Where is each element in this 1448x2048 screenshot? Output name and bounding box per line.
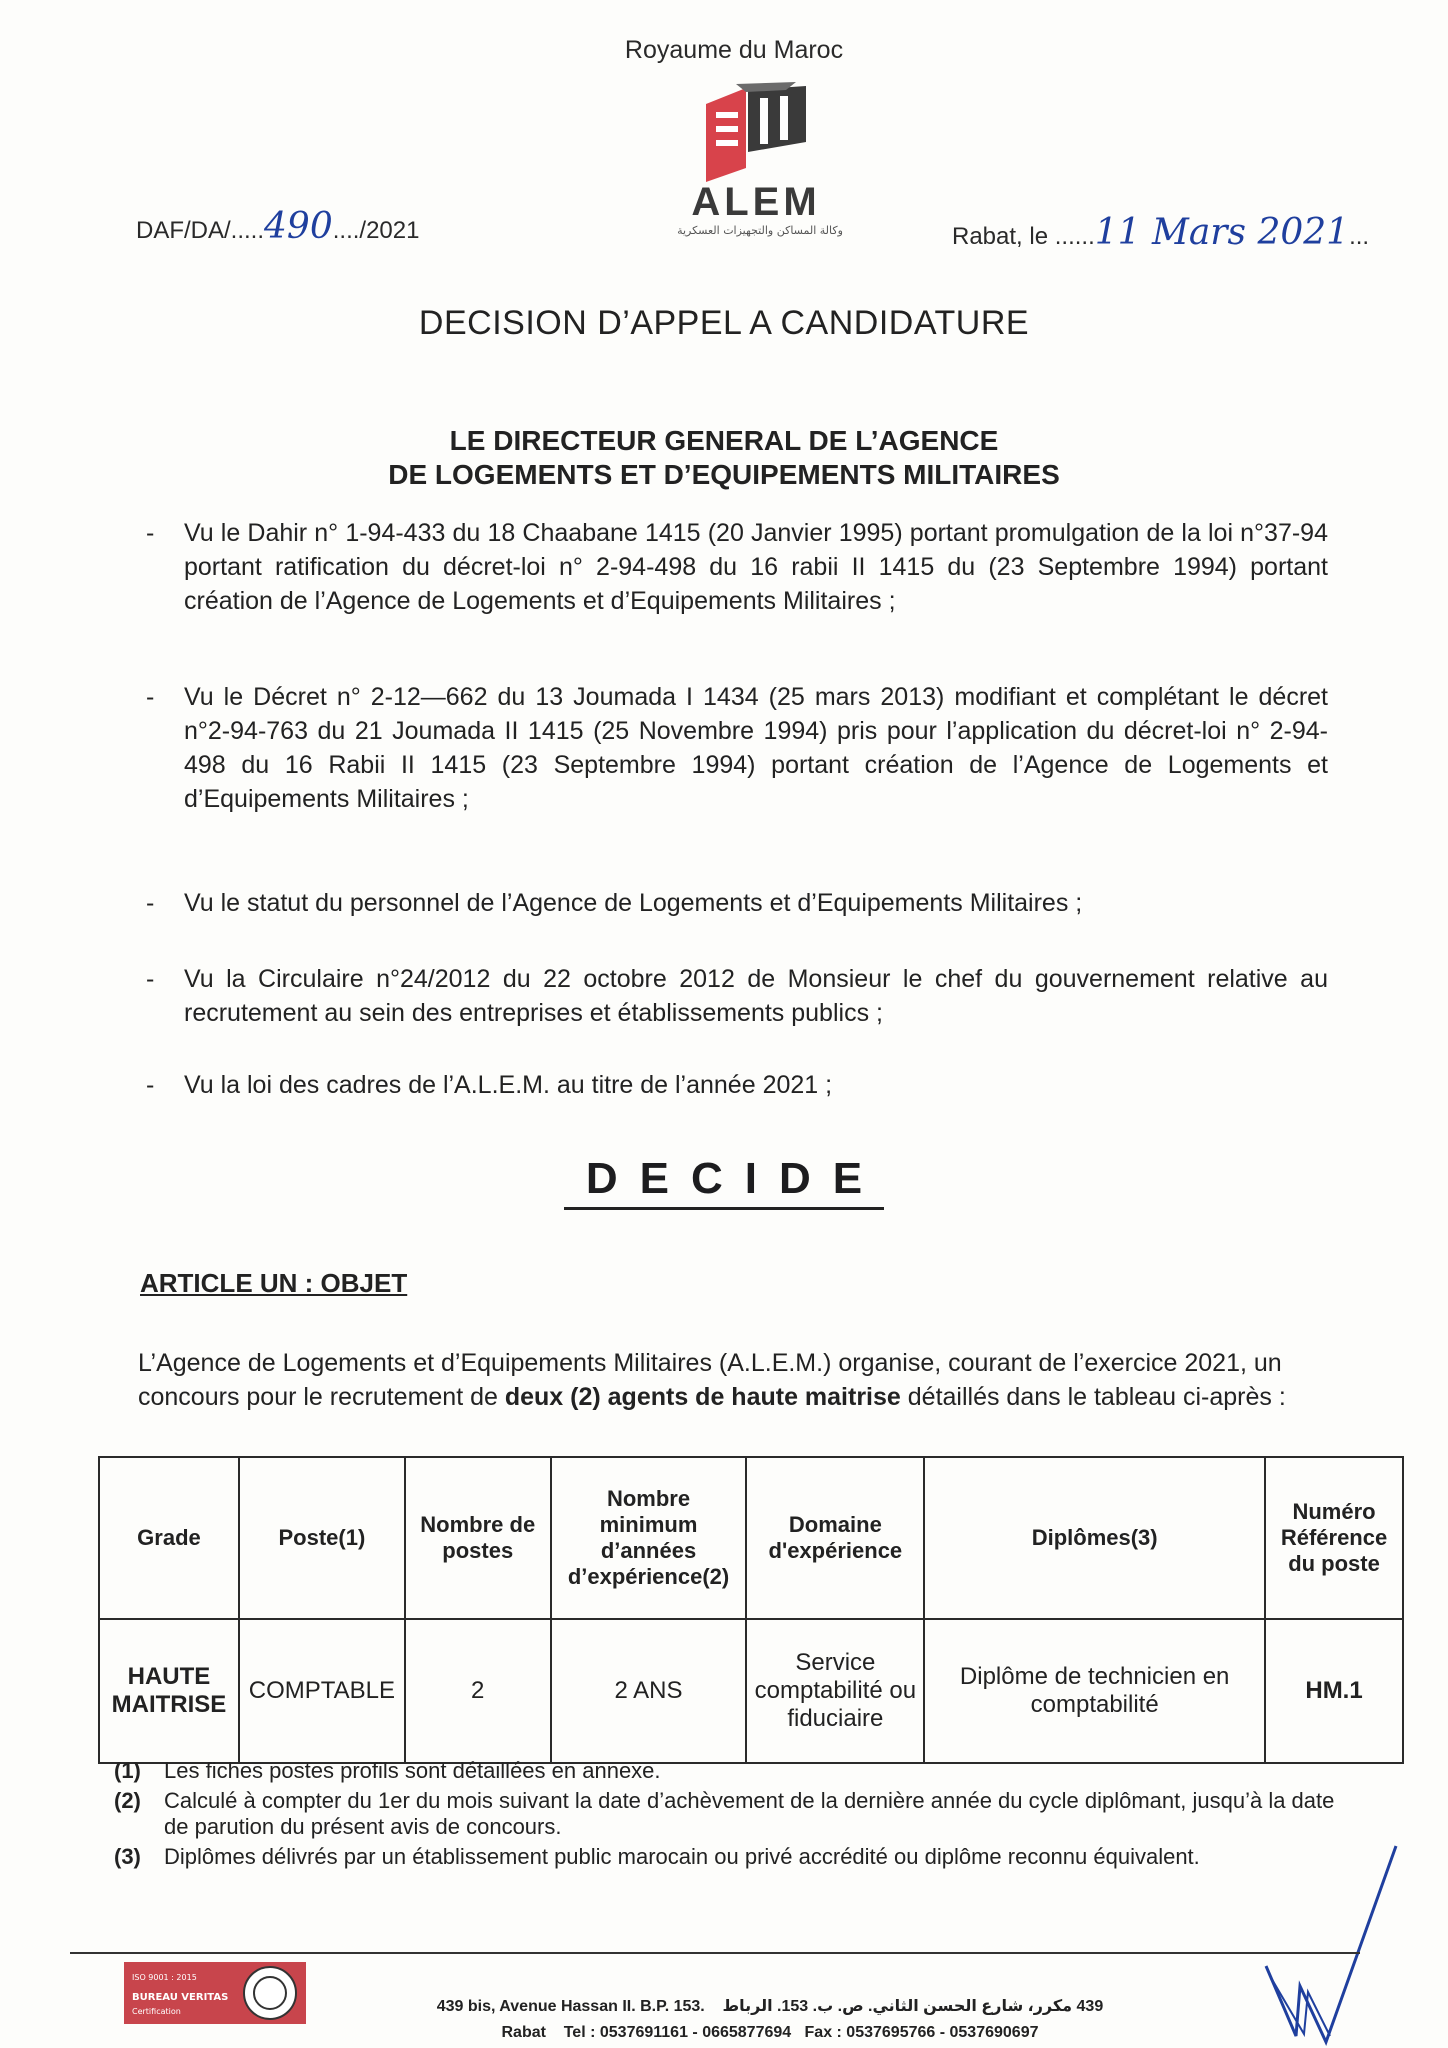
table-header-cell: Nombre de postes: [405, 1457, 551, 1619]
positions-table: [98, 1456, 1404, 1764]
svg-text:BUREAU VERITAS: BUREAU VERITAS: [132, 1992, 229, 2003]
kingdom-label: Royaume du Maroc: [624, 36, 844, 64]
vu-item: - Vu le Dahir n° 1-94-433 du 18 Chaabane 1415 (20 Janvier 1995) portant promulgation de la loi n°37-94 portant ratification du décret-loi n° 2-94-498 du 16 rabii II 1415 du (23 Septembre 1994) portant création de l’Agence de Logements et d’Equipements Militaires ;: [146, 519, 1328, 615]
bureau-veritas-certification-icon: [124, 1962, 306, 2024]
table-cell: HAUTE MAITRISE: [99, 1619, 239, 1763]
vu-item: - Vu le statut du personnel de l’Agence de Logements et d’Equipements Militaires ;: [146, 889, 1083, 917]
date-handwritten-value: 11 Mars 2021: [1094, 212, 1350, 253]
table-row: [99, 1619, 1403, 1763]
document-title: DECISION D’APPEL A CANDIDATURE: [418, 304, 1030, 342]
footnote-item: (2) Calculé à compter du 1er du mois suivant la date d’achèvement de la dernière année du cycle diplômant, jusqu’à la date de parution du présent avis de concours.: [114, 1788, 1335, 1839]
footer-divider: [70, 1952, 1360, 1954]
table-cell: COMPTABLE: [239, 1619, 405, 1763]
table-header-cell: Domaine d'expérience: [746, 1457, 924, 1619]
logo-text: ALEM: [691, 180, 821, 224]
table-header-cell: Nombre minimum d’années d’expérience(2): [551, 1457, 747, 1619]
table-header-row: [99, 1457, 1403, 1619]
ref-suffix: ..../2021: [332, 217, 420, 244]
table-header-cell: Numéro Référence du poste: [1265, 1457, 1403, 1619]
logo-arabic-text: وكالة المساكن والتجهيزات العسكرية: [677, 224, 843, 237]
date-prefix: Rabat, le ......: [952, 223, 1095, 250]
vu-item: - Vu la Circulaire n°24/2012 du 22 octobre 2012 de Monsieur le chef du gouvernement relative au recrutement au sein des entreprises et établissements publics ;: [146, 965, 1328, 1027]
ref-handwritten-number: 490: [264, 206, 333, 247]
footnote-item: (1) Les fiches postes profils sont détaillées en annexe.: [114, 1758, 661, 1783]
vu-item: - Vu la loi des cadres de l’A.L.E.M. au titre de l’année 2021 ;: [146, 1071, 833, 1099]
svg-text:Certification: Certification: [132, 2007, 181, 2016]
ref-prefix: DAF/DA/.....: [136, 217, 265, 244]
svg-text:ISO 9001 : 2015: ISO 9001 : 2015: [132, 1973, 197, 1982]
table-cell: 2: [405, 1619, 551, 1763]
date-suffix: ...: [1349, 223, 1370, 250]
table-header-cell: Grade: [99, 1457, 239, 1619]
footer-line-1: 439 bis, Avenue Hassan II. B.P. 153. 439 مكرر، شارع الحسن الثاني. ص. ب. 153. الرباط: [436, 1998, 1104, 2015]
footer-address: [380, 1994, 1160, 2046]
footnote-item: (3) Diplômes délivrés par un établissement public marocain ou privé accrédité ou diplôme reconnu équivalent.: [114, 1844, 1200, 1869]
table-cell: HM.1: [1265, 1619, 1403, 1763]
article-paragraph: L’Agence de Logements et d’Equipements Militaires (A.L.E.M.) organise, courant de l’exercice 2021, un concours pour le recrutement de deux (2) agents de haute maitrise détaillés dans le tableau ci-après :: [138, 1349, 1286, 1411]
table-cell: 2 ANS: [551, 1619, 747, 1763]
decide-heading: DECIDE: [0, 1154, 1448, 1204]
table-cell: Service comptabilité ou fiduciaire: [746, 1619, 924, 1763]
table-header-cell: Poste(1): [239, 1457, 405, 1619]
article-title: ARTICLE UN : OBJET: [140, 1268, 408, 1298]
reference-number: [136, 206, 419, 247]
footer-line-2: Rabat Tel : 0537691161 - 0665877694 Fax : 0537695766 - 0537690697: [501, 2024, 1039, 2041]
vu-item: - Vu le Décret n° 2-12—662 du 13 Joumada I 1434 (25 mars 2013) modifiant et complétant le décret n°2-94-763 du 21 Joumada II 1415 (25 Novembre 1994) pris pour l’application du décret-loi n° 2-94-498 du 16 Rabii II 1415 (23 Septembre 1994) portant création de l’Agence de Logements et d’Equipements Militaires ;: [146, 683, 1328, 813]
signature-mark: [1256, 1836, 1416, 2048]
issue-date: [952, 212, 1369, 253]
footnotes: [114, 1758, 1354, 1874]
table-header-cell: Diplômes(3): [924, 1457, 1265, 1619]
document-subtitle: [0, 424, 1448, 492]
subtitle-line-2: DE LOGEMENTS ET D’EQUIPEMENTS MILITAIRES: [388, 459, 1060, 490]
table-cell: Diplôme de technicien en comptabilité: [924, 1619, 1265, 1763]
subtitle-line-1: LE DIRECTEUR GENERAL DE L’AGENCE: [449, 425, 999, 456]
